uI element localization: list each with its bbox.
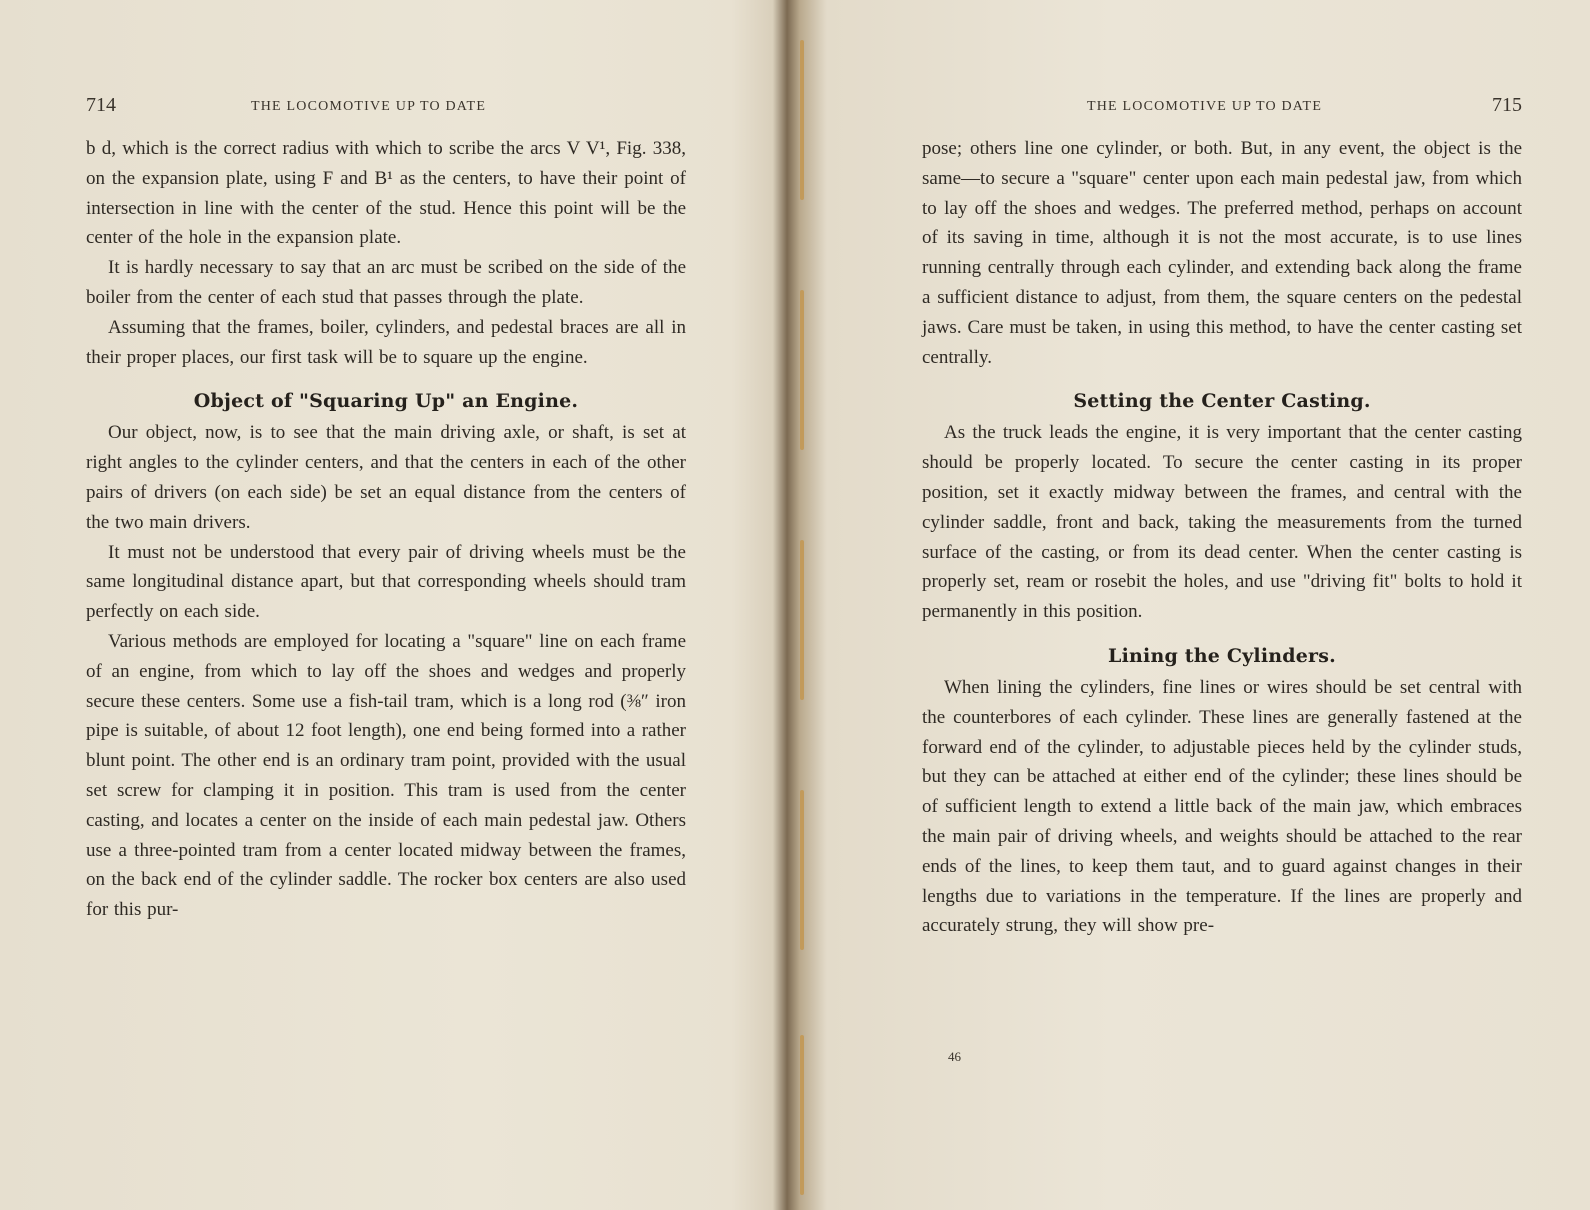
paragraph: b d, which is the correct radius with which to scribe the arcs V V¹, Fig. 338, on the expansion plate, using F and B¹ as the centers, to have their point of intersection in line with the center of the stud. Hence this point will be the center of the hole in the expansion plate. xyxy=(86,138,686,249)
paragraph: As the truck leads the engine, it is very important that the center casting should be properly located. To secure the center casting in its proper position, set it exactly midway between the frames, and central with the cylinder saddle, front and back, taking the measurements from the turned surface of the casting, or from its dead center. When the center casting is properly set, ream or rosebit the holes, and use "driving fit" bolts to hold it permanently in this position. xyxy=(922,422,1522,623)
paragraph: It must not be understood that every pair of driving wheels must be the same longitudinal distance apart, but that corresponding wheels should tram perfectly on each side. xyxy=(86,541,686,623)
paragraph: pose; others line one cylinder, or both. But, in any event, the object is the same—to secure a "square" center upon each main pedestal jaw, from which to lay off the shoes and wedges. The preferred method, perhaps on account of its saving in time, although it is not the most accurate, is to use lines running centrally through each cylinder, and extending back along the frame a sufficient distance to adjust, from them, the square centers on the pedestal jaws. Care must be taken, in using this method, to have the center casting set centrally. xyxy=(922,138,1522,368)
right-page xyxy=(922,0,1522,1210)
paragraph: It is hardly necessary to say that an arc must be scribed on the side of the boiler from the center of each stud that passes through the plate. xyxy=(86,257,686,308)
paragraph: Our object, now, is to see that the main driving axle, or shaft, is set at right angles to the cylinder centers, and that the centers in each of the other pairs of drivers (on each side) be set an equal distance from the centers of the two main drivers. xyxy=(86,422,686,533)
running-head: THE LOCOMOTIVE UP TO DATE xyxy=(1087,99,1323,114)
paragraph: When lining the cylinders, fine lines or wires should be set central with the counterbores of each cylinder. These lines are generally fastened at the forward end of the cylinder, to adjustable pieces held by the cylinder studs, but they can be attached at either end of the cylinder; these lines should be of sufficient length to extend a little back of the main jaw, which embraces the main pair of driving wheels, and weights should be attached to the rear ends of the lines, to keep them taut, and to guard against changes in their lengths due to variations in the temperature. If the lines are properly and accurately strung, they will show pre- xyxy=(922,676,1522,937)
section-heading: Object of "Squaring Up" an Engine. xyxy=(193,390,579,413)
binding-thread xyxy=(800,1035,804,1195)
binding-thread xyxy=(800,540,804,700)
page-number: 715 xyxy=(1492,94,1522,116)
section-heading: Lining the Cylinders. xyxy=(1108,644,1336,667)
page-body xyxy=(86,134,686,925)
page-header xyxy=(86,94,686,134)
section-heading: Setting the Center Casting. xyxy=(1073,390,1371,413)
page-number: 714 xyxy=(86,94,116,116)
binding-thread xyxy=(800,40,804,200)
binding-thread xyxy=(800,290,804,450)
page-header xyxy=(922,94,1522,134)
paragraph: Assuming that the frames, boiler, cylinders, and pedestal braces are all in their proper places, our first task will be to square up the engine. xyxy=(86,316,686,368)
paragraph: Various methods are employed for locating a "square" line on each frame of an engine, from which to lay off the shoes and wedges and properly secure these centers. Some use a fish-tail tram, which is a long rod (⅜″ iron pipe is suitable, of about 12 foot length), one end being formed into a rather blunt point. The other end is an ordinary tram point, provided with the usual set screw for clamping it in position. This tram is used from the center casting, and locates a center on the inside of each main pedestal jaw. Others use a three-pointed tram from a center located midway between the frames, on the back end of the cylinder saddle. The rocker box centers are also used for this pur- xyxy=(86,630,686,921)
signature-mark: 46 xyxy=(948,1049,961,1064)
left-page xyxy=(86,0,686,1210)
running-head: THE LOCOMOTIVE UP TO DATE xyxy=(251,99,487,114)
binding-thread xyxy=(800,790,804,950)
page-body xyxy=(922,134,1522,941)
